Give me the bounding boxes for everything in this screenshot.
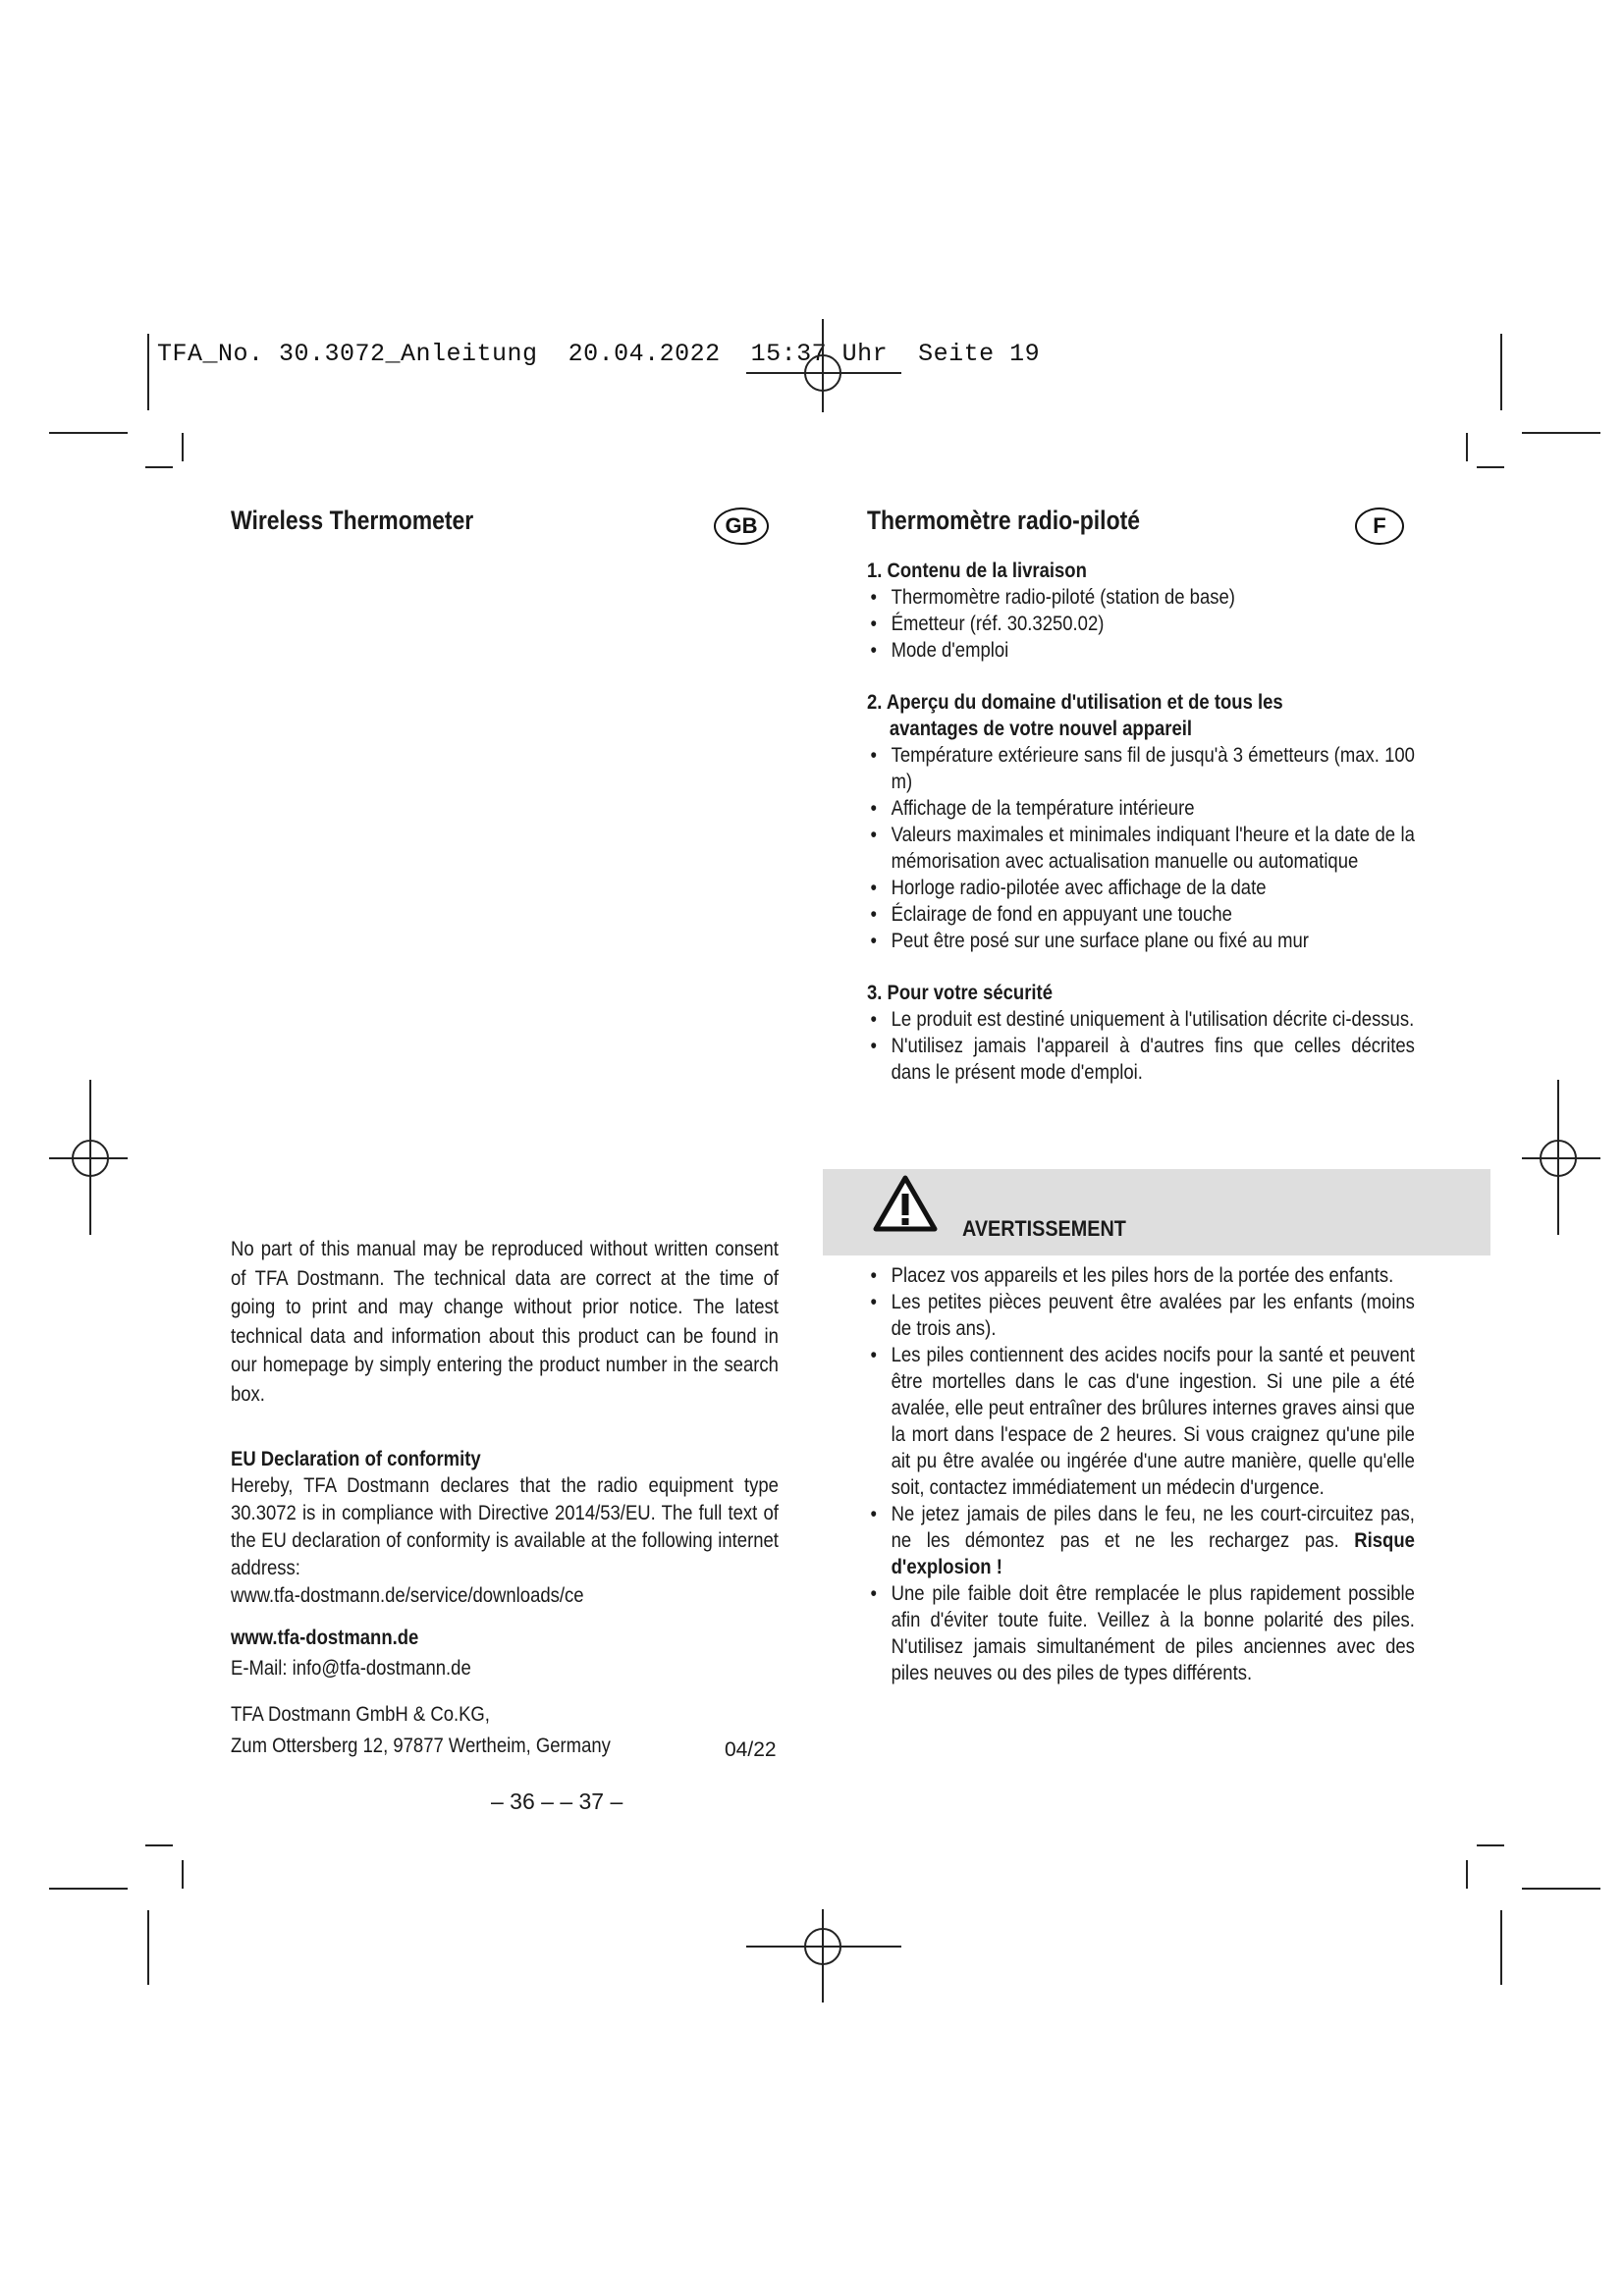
- list-item: • Le produit est destiné uniquement à l'utilisation décrite ci-dessus.: [867, 1006, 1415, 1033]
- eu-declaration-heading: EU Declaration of conformity: [231, 1448, 481, 1470]
- section-2-heading-line1: 2. Aperçu du domaine d'utilisation et de tous les: [867, 691, 1283, 714]
- company-address: Zum Ottersberg 12, 97877 Wertheim, Germany: [231, 1735, 611, 1757]
- list-item: • Thermomètre radio-piloté (station de base): [867, 584, 1415, 611]
- website-link[interactable]: www.tfa-dostmann.de: [231, 1627, 419, 1649]
- section-2-heading: [867, 689, 1415, 742]
- list-item: • Température extérieure sans fil de jusqu'à 3 émetteurs (max. 100 m): [867, 742, 1415, 795]
- delivery-contents-list: [867, 584, 1415, 664]
- section-2-heading-line2: avantages de votre nouvel appareil: [889, 718, 1193, 740]
- list-item: • Les piles contiennent des acides nocifs pour la santé et peuvent être mortelles dans le cas d'une ingestion. Si une pile a été avalée, elle peut entraîner des brûlures internes graves ainsi que la mort dans l'espace de 2 heures. Si vous craignez qu'une pile ait pu être avalée ou ingérée d'une autre manière, quelle qu'elle soit, contactez immédiatement un médecin d'urgence.: [867, 1342, 1415, 1501]
- list-item: • Les petites pièces peuvent être avalées par les enfants (moins de trois ans).: [867, 1289, 1415, 1342]
- language-badge-gb: GB: [714, 507, 769, 545]
- explosion-warning-text: Ne jetez jamais de piles dans le feu, ne les court-circuitez pas, ne les démontez pas et ne les rechargez pas.: [891, 1503, 1415, 1552]
- warning-list: [867, 1262, 1415, 1686]
- list-item: • Placez vos appareils et les piles hors de la portée des enfants.: [867, 1262, 1415, 1289]
- warning-label: AVERTISSEMENT: [962, 1216, 1126, 1241]
- list-item: • Éclairage de fond en appuyant une touche: [867, 901, 1415, 928]
- warning-triangle-icon: [872, 1174, 939, 1233]
- list-item: • N'utilisez jamais l'appareil à d'autres fins que celles décrites dans le présent mode d'emploi.: [867, 1033, 1415, 1086]
- right-page-title: Thermomètre radio-piloté: [867, 506, 1140, 535]
- email-address[interactable]: E-Mail: info@tfa-dostmann.de: [231, 1657, 471, 1680]
- list-item: • Mode d'emploi: [867, 637, 1415, 664]
- company-name: TFA Dostmann GmbH & Co.KG,: [231, 1703, 490, 1726]
- list-item: • Peut être posé sur une surface plane ou fixé au mur: [867, 928, 1415, 954]
- print-slug: TFA_No. 30.3072_Anleitung 20.04.2022 15:37 Uhr Seite 19: [157, 340, 1041, 368]
- section-1-heading: 1. Contenu de la livraison: [867, 560, 1087, 582]
- list-item: • Affichage de la température intérieure: [867, 795, 1415, 822]
- left-page-body: [231, 1235, 779, 1762]
- features-list: [867, 742, 1415, 954]
- list-item: • Émetteur (réf. 30.3250.02): [867, 611, 1415, 637]
- explosion-risk: Risque d'explosion !: [891, 1529, 1415, 1578]
- safety-list: [867, 1006, 1415, 1086]
- list-item: • Valeurs maximales et minimales indiquant l'heure et la date de la mémorisation avec actualisation manuelle ou automatique: [867, 822, 1415, 875]
- language-badge-f: F: [1355, 507, 1404, 545]
- list-item: • Horloge radio-pilotée avec affichage de la date: [867, 875, 1415, 901]
- left-page-title: Wireless Thermometer: [231, 506, 474, 535]
- list-item: • Une pile faible doit être remplacée le plus rapidement possible afin d'éviter toute fuite. Veillez à la bonne polarité des piles. N'utilisez jamais simultanément de piles anciennes avec des piles neuves ou des piles de types différents.: [867, 1580, 1415, 1686]
- right-page-body-warnings: [867, 1262, 1415, 1686]
- copyright-notice: No part of this manual may be reproduced without written consent of TFA Dostmann. The technical data are correct at the time of going to print and may change without prior notice. The latest technical data and information about this product can be found in our homepage by simply entering the product number in the search box.: [231, 1238, 779, 1406]
- date-code: 04/22: [725, 1738, 777, 1761]
- eu-declaration-url: www.tfa-dostmann.de/service/downloads/ce: [231, 1584, 584, 1607]
- section-3-heading: 3. Pour votre sécurité: [867, 982, 1053, 1004]
- page-numbers: – 36 – – 37 –: [491, 1789, 623, 1814]
- list-item: [867, 1501, 1415, 1580]
- eu-declaration-text: Hereby, TFA Dostmann declares that the radio equipment type 30.3072 is in compliance with Directive 2014/53/EU. The full text of the EU declaration of conformity is available at the following internet address:: [231, 1474, 779, 1579]
- right-page-body-top: [867, 558, 1415, 1111]
